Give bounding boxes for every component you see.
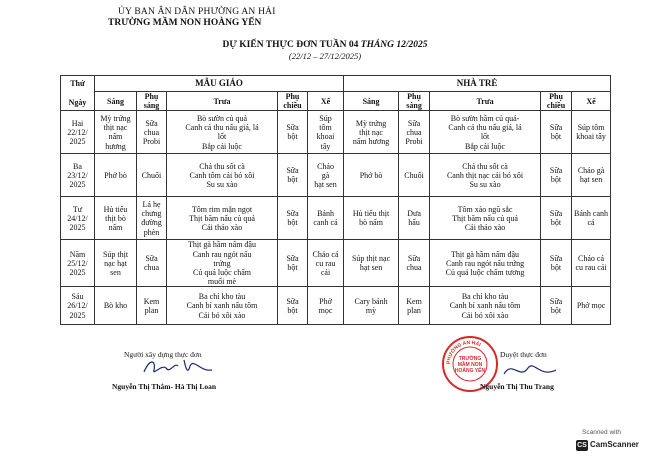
menu-line: Súp xyxy=(319,114,332,123)
camscanner-watermark xyxy=(572,428,646,454)
menu-line: Canh tôm cải bó xôi xyxy=(189,170,255,180)
menu-line: Sữa xyxy=(286,209,299,219)
col-header-nt-3: Phụ chiều xyxy=(541,92,572,111)
day-line: 2025 xyxy=(69,137,86,146)
menu-line: Dưa xyxy=(407,209,421,219)
scanned-with-caption: Scanned with xyxy=(582,429,622,436)
menu-cell-nt xyxy=(399,240,430,287)
menu-cell-mg xyxy=(137,287,167,325)
menu-line: Cháo gà xyxy=(577,166,605,176)
menu-line: gà xyxy=(321,170,330,180)
menu-line: mọc xyxy=(318,305,333,315)
menu-line: Canh rau ngót nấu trứng xyxy=(445,258,525,268)
menu-cell-nt xyxy=(399,111,430,154)
menu-cell-nt xyxy=(541,240,572,287)
camscanner-name: CamScanner xyxy=(590,440,639,449)
menu-line: nấm xyxy=(108,132,123,142)
menu-line: bột xyxy=(287,132,298,142)
menu-line: nạc hạt xyxy=(104,258,127,268)
menu-line: Sữa xyxy=(145,118,158,128)
menu-cell-nt xyxy=(572,240,611,287)
page-title xyxy=(0,40,650,51)
menu-line: Cháo cá xyxy=(312,249,339,259)
prepared-by-label: Người xây dựng thực đơn xyxy=(124,350,202,359)
menu-cell-nt xyxy=(344,111,399,154)
menu-line: cá xyxy=(587,218,595,228)
menu-cell-mg xyxy=(137,154,167,197)
org-line-1: ỦY BAN ÂN DÂN PHƯỜNG AN HẢI xyxy=(118,7,276,17)
menu-line: phèn xyxy=(143,227,160,237)
day-header-top: Thứ xyxy=(70,79,85,89)
day-line: 26/12/ xyxy=(67,301,88,311)
menu-line: hạt sen xyxy=(359,263,383,273)
menu-line: Hủ tiếu xyxy=(103,204,128,214)
menu-line: Thịt gà hầm nấm đậu xyxy=(188,240,256,250)
day-cell xyxy=(61,111,95,154)
menu-line: Cải thảo xào xyxy=(201,223,243,232)
menu-line: Mỳ trứng xyxy=(355,118,387,128)
camscanner-icon: CS xyxy=(577,442,587,449)
menu-line: Ba chỉ kho tàu xyxy=(461,292,509,302)
menu-line: Sữa xyxy=(286,123,299,133)
approver-name: Nguyễn Thị Thu Trang xyxy=(480,382,554,391)
menu-cell-mg xyxy=(278,154,308,197)
day-cell xyxy=(61,154,95,197)
menu-cell-mg xyxy=(308,240,344,287)
menu-line: Sữa xyxy=(145,254,158,264)
day-line: Hai xyxy=(71,118,84,128)
menu-line: hạt sen xyxy=(314,180,337,189)
menu-line: Canh cá thu nấu giá, lá xyxy=(185,123,259,133)
col-header-mg-2: Trưa xyxy=(167,92,278,111)
menu-line: chua xyxy=(143,263,160,273)
preparer-signature xyxy=(140,354,220,380)
day-line: Sáu xyxy=(71,292,84,302)
menu-cell-nt xyxy=(430,197,541,240)
day-line: 2025 xyxy=(69,268,86,278)
menu-line: muối mè xyxy=(207,277,237,287)
menu-cell-mg xyxy=(95,240,137,287)
menu-line: Bắp cải luộc xyxy=(465,141,506,151)
col-header-mg-0: Sáng xyxy=(95,92,137,111)
menu-line: tôm xyxy=(319,123,332,133)
menu-line: Cary bánh xyxy=(354,296,388,306)
menu-line: Sữa xyxy=(286,296,299,306)
menu-line: Tôm xào ngũ sắc xyxy=(457,204,513,214)
day-line: Ba xyxy=(73,161,82,171)
menu-line: Cải thảo xào xyxy=(464,223,506,232)
seal-line-2: MẦM NON xyxy=(457,362,483,368)
menu-line: bò nấm xyxy=(359,218,383,228)
menu-line: Canh thịt nạc cải bó xôi xyxy=(446,170,524,180)
seal-line-3: HOÀNG YẾN xyxy=(454,368,486,374)
menu-line: Sữa xyxy=(549,209,563,219)
day-line: 2025 xyxy=(69,310,86,320)
day-header-bottom: Ngày xyxy=(68,97,87,107)
menu-line: Sữa xyxy=(286,166,299,176)
day-cell xyxy=(61,287,95,325)
menu-line: hấu xyxy=(408,218,420,228)
menu-line: Tôm rim mặn ngọt xyxy=(191,204,253,214)
menu-line: nấm hương xyxy=(352,137,390,146)
table-row xyxy=(61,197,611,240)
menu-cell-nt xyxy=(541,287,572,325)
menu-cell-nt xyxy=(399,197,430,240)
menu-cell-nt xyxy=(572,197,611,240)
menu-line: lốt xyxy=(480,132,490,142)
seal-arc-text: PHƯỜNG AN HẢI xyxy=(445,339,482,365)
menu-line: chua xyxy=(406,127,422,137)
menu-line: Thịt băm nấu củ quả xyxy=(189,213,255,223)
menu-line: nấm xyxy=(108,223,123,232)
day-column-header xyxy=(61,76,95,111)
day-line: 23/12/ xyxy=(67,170,88,180)
menu-cell-mg xyxy=(137,111,167,154)
menu-line: bột xyxy=(287,263,298,273)
menu-cell-mg xyxy=(308,154,344,197)
menu-line: Bò kho xyxy=(103,301,128,311)
table-row xyxy=(61,240,611,287)
menu-line: Củ quả luộc chấm xyxy=(193,268,251,278)
menu-line: Chả thu sốt cà xyxy=(199,161,245,171)
menu-line: đường xyxy=(141,218,162,228)
group-header-nha-tre: NHÀ TRẺ xyxy=(344,76,611,92)
col-header-mg-3: Phụ chiều xyxy=(278,92,308,111)
date-range: (22/12 – 27/12/2025) xyxy=(288,51,362,61)
day-line: Tư xyxy=(72,204,83,214)
menu-cell-mg xyxy=(167,111,278,154)
menu-line: khoai tây xyxy=(576,132,606,142)
menu-line: Kem xyxy=(143,296,160,306)
menu-line: Probi xyxy=(405,137,423,146)
menu-line: sen xyxy=(110,268,121,278)
menu-line: plan xyxy=(407,305,421,315)
menu-cell-nt xyxy=(430,240,541,287)
menu-cell-mg xyxy=(308,111,344,154)
menu-line: Sữa xyxy=(407,254,421,264)
menu-cell-mg xyxy=(167,154,278,197)
menu-cell-mg xyxy=(95,111,137,154)
menu-line: Sữa xyxy=(286,254,299,264)
menu-line: chua xyxy=(406,263,422,273)
day-line: 2025 xyxy=(69,223,86,232)
menu-line: Súp thịt nạc xyxy=(351,254,391,264)
preparer-names: Nguyễn Thị Thắm- Hà Thị Loan xyxy=(112,382,216,391)
menu-line: Hủ tiếu thịt xyxy=(352,209,390,219)
menu-table xyxy=(60,75,611,325)
menu-cell-mg xyxy=(278,111,308,154)
menu-cell-nt xyxy=(572,154,611,197)
seal-line-1: TRƯỜNG xyxy=(458,356,482,362)
menu-line: Canh bí xanh nấu tôm xyxy=(449,301,521,311)
menu-line: Chả thu sốt cà xyxy=(462,161,508,171)
menu-cell-mg xyxy=(308,287,344,325)
menu-cell-nt xyxy=(399,154,430,197)
group-header-mau-giao: MẪU GIÁO xyxy=(95,76,344,92)
menu-line: Súp tôm xyxy=(577,123,605,133)
menu-line: cải xyxy=(320,268,331,278)
menu-line: chưng xyxy=(141,209,162,219)
menu-cell-nt xyxy=(430,287,541,325)
menu-line: bột xyxy=(550,305,562,315)
col-header-mg-1: Phụ sáng xyxy=(137,92,167,111)
menu-line: Canh rau ngót nấu xyxy=(192,249,252,259)
menu-line: lốt xyxy=(217,132,227,142)
day-line: 24/12/ xyxy=(67,213,88,223)
menu-line: thịt nạc xyxy=(103,123,128,133)
day-line: Năm xyxy=(69,249,86,259)
menu-line: Phở mọc xyxy=(576,301,606,311)
menu-line: trứng xyxy=(213,258,231,268)
menu-line: khoai xyxy=(316,132,335,142)
title-month: THÁNG 12/2025 xyxy=(360,40,428,50)
approver-signature xyxy=(500,358,560,382)
menu-line: Phở bò xyxy=(104,170,127,180)
menu-cell-mg xyxy=(95,197,137,240)
menu-line: Canh bí xanh nấu tôm xyxy=(186,301,258,311)
menu-line: cu rau xyxy=(315,258,336,268)
menu-line: Phở bò xyxy=(359,170,383,180)
menu-cell-nt xyxy=(430,111,541,154)
menu-line: Chuối xyxy=(141,170,162,180)
menu-line: Su su xào xyxy=(206,180,238,189)
col-header-mg-4: Xế xyxy=(308,92,344,111)
menu-line: Súp thịt xyxy=(102,249,129,259)
menu-line: Bánh xyxy=(317,209,334,219)
menu-line: hương xyxy=(105,141,126,151)
col-header-nt-4: Xế xyxy=(572,92,611,111)
menu-line: Thịt gà hầm nấm đậu xyxy=(451,249,520,259)
menu-line: Cải bó xôi xào xyxy=(461,310,509,320)
menu-line: Cải bó xôi xào xyxy=(198,310,246,320)
approved-label: Duyệt thực đơn xyxy=(500,350,547,359)
col-header-nt-2: Trưa xyxy=(430,92,541,111)
menu-cell-mg xyxy=(167,240,278,287)
day-line: 25/12/ xyxy=(67,258,88,268)
menu-line: Phở xyxy=(319,296,332,306)
menu-cell-mg xyxy=(278,240,308,287)
day-line: 2025 xyxy=(69,180,86,189)
col-header-nt-1: Phụ sáng xyxy=(399,92,430,111)
menu-line: Sữa xyxy=(549,166,563,176)
menu-line: bột xyxy=(550,132,562,142)
menu-cell-nt xyxy=(572,287,611,325)
menu-line: Thịt băm nấu củ quả xyxy=(452,213,518,223)
menu-line: Lá hẹ xyxy=(142,200,161,209)
menu-cell-mg xyxy=(278,197,308,240)
menu-line: Su su xào xyxy=(469,180,501,189)
menu-line: chua xyxy=(143,127,160,137)
menu-cell-nt xyxy=(572,111,611,154)
menu-line: Kem xyxy=(406,296,422,306)
menu-line: Cháo xyxy=(317,161,334,171)
menu-cell-nt xyxy=(541,111,572,154)
menu-cell-mg xyxy=(95,154,137,197)
menu-cell-nt xyxy=(541,154,572,197)
menu-line: Mỳ trứng xyxy=(100,114,131,123)
menu-line: Bánh canh xyxy=(574,209,609,219)
table-row xyxy=(61,154,611,197)
menu-line: Sữa xyxy=(407,118,421,128)
table-row xyxy=(61,287,611,325)
menu-cell-mg xyxy=(167,287,278,325)
menu-line: Chuối xyxy=(404,170,424,180)
menu-cell-nt xyxy=(344,240,399,287)
menu-line: Canh cá thu nấu giá, lá xyxy=(448,123,522,133)
menu-cell-nt xyxy=(399,287,430,325)
title-main: DỰ KIẾN THỰC ĐƠN TUẦN 04 xyxy=(222,40,361,50)
menu-line: bột xyxy=(550,263,562,273)
menu-cell-nt xyxy=(344,197,399,240)
menu-cell-mg xyxy=(137,197,167,240)
menu-line: Ba chỉ kho tàu xyxy=(198,292,246,302)
menu-line: hạt sen xyxy=(579,175,603,185)
table-row xyxy=(61,111,611,154)
menu-cell-mg xyxy=(137,240,167,287)
menu-cell-nt xyxy=(430,154,541,197)
menu-line: Sữa xyxy=(549,296,563,306)
day-cell xyxy=(61,197,95,240)
menu-line: Bò sườn hầm củ quả- xyxy=(450,114,520,123)
menu-line: plan xyxy=(144,305,159,315)
menu-line: cu rau cải xyxy=(575,263,607,273)
menu-line: Bắp cải luộc xyxy=(202,141,242,151)
day-line: 22/12/ xyxy=(67,127,88,137)
menu-line: Củ quả luộc chấm tương xyxy=(445,268,525,278)
menu-line: Sữa xyxy=(549,123,563,133)
menu-line: Bò sườn củ quả xyxy=(196,114,248,123)
menu-line: bột xyxy=(287,305,298,315)
menu-line: tây xyxy=(320,141,331,151)
menu-line: bột xyxy=(287,218,298,228)
menu-line: mỳ xyxy=(365,305,377,315)
school-name: TRƯỜNG MẦM NON HOÀNG YẾN xyxy=(108,18,262,28)
menu-line: bột xyxy=(287,175,298,185)
day-cell xyxy=(61,240,95,287)
menu-line: Cháo cá xyxy=(578,254,605,264)
col-header-nt-0: Sáng xyxy=(344,92,399,111)
menu-cell-nt xyxy=(344,287,399,325)
menu-line: bột xyxy=(550,175,562,185)
menu-cell-mg xyxy=(95,287,137,325)
menu-line: thịt bò xyxy=(105,213,126,223)
menu-cell-mg xyxy=(167,197,278,240)
menu-line: thịt nạc xyxy=(359,127,383,137)
menu-line: Sữa xyxy=(549,254,563,264)
menu-line: Probi xyxy=(142,137,161,146)
menu-cell-nt xyxy=(344,154,399,197)
menu-cell-nt xyxy=(541,197,572,240)
menu-line: bột xyxy=(550,218,562,228)
menu-cell-mg xyxy=(308,197,344,240)
menu-cell-mg xyxy=(278,287,308,325)
menu-line: canh cá xyxy=(313,218,338,228)
